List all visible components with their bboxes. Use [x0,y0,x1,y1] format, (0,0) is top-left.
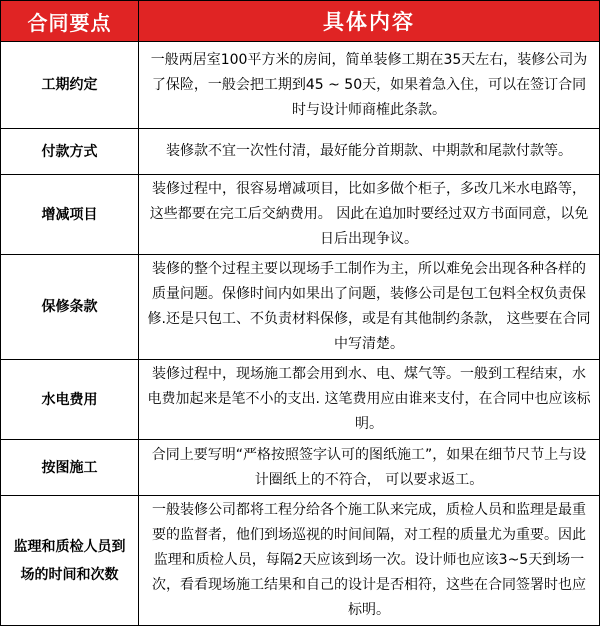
table-row [1,255,600,360]
row-point-label: 按图施工 [1,440,139,496]
row-content-text: 装修的整个过程主要以现场手工制作为主，所以难免会出现各种各样的质量问题。保修时间内如果出了问题，装修公司是包工包料全权负责保修.还是只包工、不负责材料保修，或是有其他制约条款， 这些要在合同中写清楚。 [139,255,600,360]
header-specific-content: 具体内容 [139,1,600,42]
row-point-label: 付款方式 [1,129,139,175]
row-content-text: 合同上要写明“严格按照签字认可的图纸施工”，如果在细节尺节上与设计圈纸上的不符合， 可以要求返工。 [139,440,600,496]
row-point-label: 工期约定 [1,42,139,129]
row-content-text: 一般两居室100平方米的房间，简单装修工期在35天左右，装修公司为了保险，一般会把工期到45 ~ 50天，如果着急入住，可以在签订合同时与设计师商榷此条款。 [139,42,600,129]
row-content-text: 装修款不宜一次性付清，最好能分首期款、中期款和尾款付款等。 [139,129,600,175]
table-row [1,129,600,175]
row-point-label: 监理和质检人员到场的时间和次数 [1,496,139,626]
row-content-text: 装修过程中，很容易增减项目，比如多做个柜子，多改几米水电路等，这些都要在完工后交納费用。 因此在追加时要经过双方书面同意，以免日后出现争议。 [139,175,600,255]
header-contract-point: 合同要点 [1,1,139,42]
row-point-label: 保修条款 [1,255,139,360]
row-point-label: 增减项目 [1,175,139,255]
table-header-row [1,1,600,42]
table-row [1,175,600,255]
table-row [1,42,600,129]
table-row [1,440,600,496]
row-content-text: 一般装修公司都将工程分给各个施工队来完成，质检人员和监理是最重要的监督者，他们到场巡视的时间间隔，对工程的质量尤为重要。因此监理和质检人员，每隔2天应该到场一次。设计师也应该3~5天到场一次，看看现场施工结果和自己的设计是否相符，这些在合同签署时也应标明。 [139,496,600,626]
table-row [1,360,600,440]
row-content-text: 装修过程中，现场施工都会用到水、电、煤气等。一般到工程结束，水电费加起来是笔不小的支出. 这笔费用应由谁来支付，在合同中也应该标明。 [139,360,600,440]
row-point-label: 水电费用 [1,360,139,440]
table-row [1,496,600,626]
